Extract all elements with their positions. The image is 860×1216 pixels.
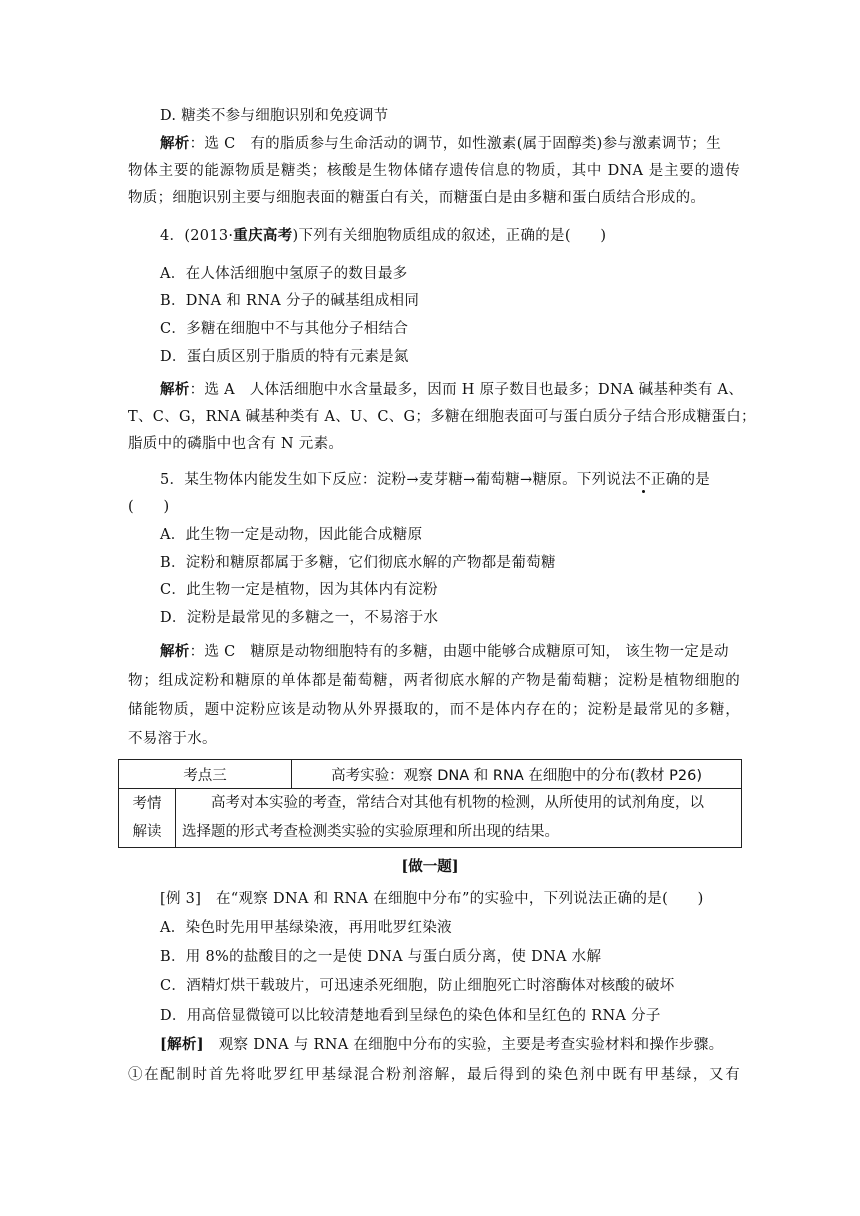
q4-analysis-line-2: T、C、G，RNA 碱基种类有 A、U、C、G；多糖在细胞表面可与蛋白质分子结合形成糖蛋白； — [128, 409, 756, 425]
q4-analysis-line-3: 脂质中的磷脂中也含有 N 元素。 — [128, 436, 344, 452]
q5-option-c: C．此生物一定是植物，因为其体内有淀粉 — [160, 582, 438, 598]
q4-option-a: A．在人体活细胞中氢原子的数目最多 — [160, 266, 408, 282]
topic-table-body-row — [119, 789, 742, 848]
topic-number-cell: 考点三 — [119, 760, 292, 789]
example-analysis-line-2: ①在配制时首先将吡罗红甲基绿混合粉剂溶解，最后得到的染色剂中既有甲基绿，又有 — [128, 1067, 740, 1083]
q5-stem: 5．某生物体内能发生如下反应：淀粉→麦芽糖→葡萄糖→糖原。下列说法不正确的是 — [160, 472, 711, 488]
q3-analysis-line-2: 物体主要的能源物质是糖类；核酸是生物体储存遗传信息的物质，其中 DNA 是主要的遗传 — [128, 163, 740, 179]
q3-analysis-line-3: 物质；细胞识别主要与细胞表面的糖蛋白有关，而糖蛋白是由多糖和蛋白质结合形成的。 — [128, 190, 706, 206]
q5-option-b: B．淀粉和糖原都属于多糖，它们彻底水解的产物都是葡萄糖 — [160, 555, 556, 571]
example-option-a: A．染色时先用甲基绿染液，再用吡罗红染液 — [160, 920, 452, 936]
q5-answer-paren: ( ) — [128, 499, 170, 515]
q3-analysis-line-1: 解析：选 C 有的脂质参与生命活动的调节，如性激素(属于固醇类)参与激素调节；生 — [160, 136, 722, 152]
analysis-label: [解析] — [160, 1036, 204, 1053]
example-option-d: D．用高倍显微镜可以比较清楚地看到呈绿色的染色体和呈红色的 RNA 分子 — [160, 1008, 661, 1024]
emphasis-not: 不 — [636, 472, 651, 488]
example-option-b: B．用 8%的盐酸目的之一是使 DNA 与蛋白质分离，使 DNA 水解 — [160, 949, 602, 965]
analysis-label: 解析 — [160, 382, 190, 398]
q5-analysis-line-3: 储能物质，题中淀粉应该是动物从外界摄取的，而不是体内存在的；淀粉是最常见的多糖， — [128, 702, 740, 718]
topic-table-header-row — [119, 760, 742, 789]
exam-analysis-text-cell: 高考对本实验的考查，常结合对其他有机物的检测，从所使用的试剂角度，以 选择题的形式考查检测类实验的实验原理和所出现的结果。 — [176, 789, 742, 848]
q3-option-d: D. 糖类不参与细胞识别和免疫调节 — [160, 108, 389, 124]
q4-analysis-line-1: 解析：选 A 人体活细胞中水含量最多，因而 H 原子数目也最多；DNA 碱基种类有 A、 — [160, 382, 744, 398]
q4-option-d: D．蛋白质区别于脂质的特有元素是氮 — [160, 349, 409, 365]
q4-stem: 4．(2013·重庆高考)下列有关细胞物质组成的叙述，正确的是( ) — [160, 228, 607, 244]
q5-analysis-line-2: 物；组成淀粉和糖原的单体都是葡萄糖，两者彻底水解的产物是葡萄糖；淀粉是植物细胞的 — [128, 673, 740, 689]
section-heading: [做一题] — [401, 858, 459, 875]
q5-option-d: D．淀粉是最常见的多糖之一，不易溶于水 — [160, 610, 439, 626]
topic-title-cell: 高考实验：观察 DNA 和 RNA 在细胞中的分布(教材 P26) — [292, 760, 742, 789]
q4-option-b: B．DNA 和 RNA 分子的碱基组成相同 — [160, 293, 420, 309]
analysis-label: 解析 — [160, 136, 190, 152]
q4-option-c: C．多糖在细胞中不与其他分子相结合 — [160, 321, 409, 337]
q5-analysis-line-4: 不易溶于水。 — [128, 731, 217, 747]
q4-source: 重庆高考 — [233, 228, 293, 244]
example-stem: [例 3] 在“观察 DNA 和 RNA 在细胞中分布”的实验中，下列说法正确的是( ) — [160, 891, 704, 907]
q5-option-a: A．此生物一定是动物，因此能合成糖原 — [160, 527, 423, 543]
analysis-label: 解析 — [160, 644, 190, 660]
topic-table — [118, 759, 742, 848]
example-analysis-line-1: [解析] 观察 DNA 与 RNA 在细胞中分布的实验，主要是考查实验材料和操作步骤。 — [160, 1036, 724, 1053]
q5-analysis-line-1: 解析：选 C 糖原是动物细胞特有的多糖，由题中能够合成糖原可知， 该生物一定是动 — [160, 644, 729, 660]
exam-analysis-label-cell: 考情 解读 — [119, 789, 176, 848]
example-option-c: C．酒精灯烘干载玻片，可迅速杀死细胞，防止细胞死亡时溶酶体对核酸的破坏 — [160, 978, 675, 994]
